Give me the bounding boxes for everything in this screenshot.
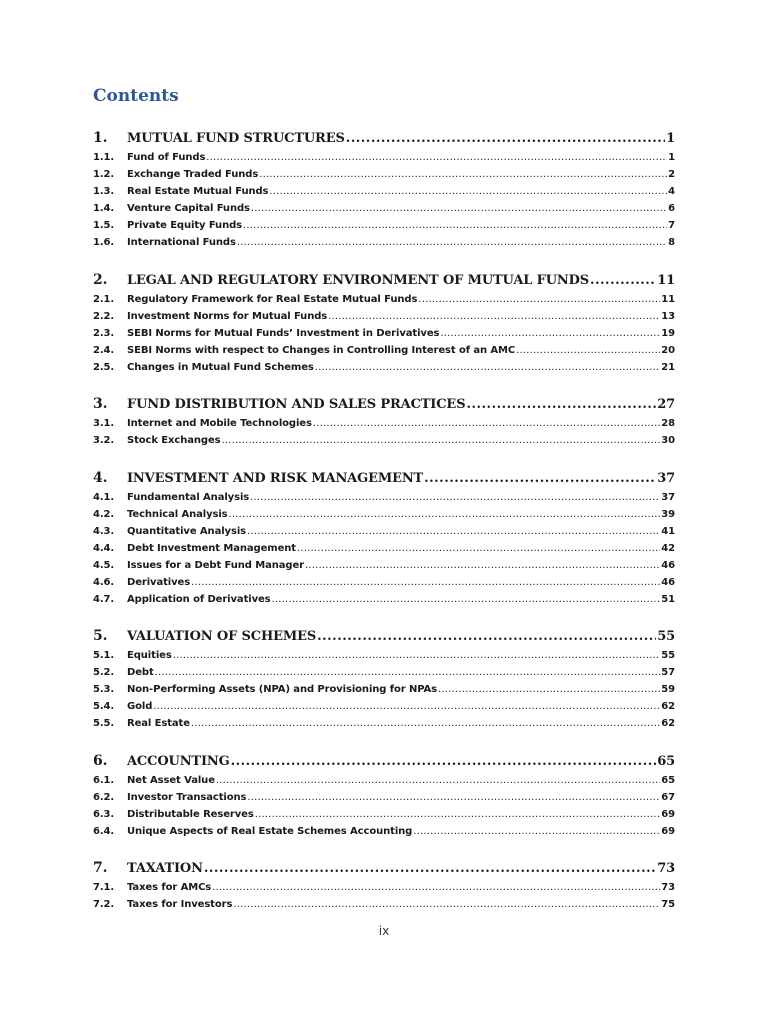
toc-subsection-entry[interactable] (93, 715, 675, 732)
toc-subsection-entry[interactable] (93, 664, 675, 681)
toc-chapter-entry-title: TAXATION (127, 861, 203, 876)
dot-leader (206, 149, 667, 166)
toc-subsection-entry[interactable] (93, 342, 675, 359)
dot-leader (440, 325, 660, 342)
toc-chapter-entry-number: 1. (93, 130, 108, 146)
dot-leader (212, 879, 660, 896)
toc-chapter-entry-title: VALUATION OF SCHEMES (127, 629, 317, 644)
toc-chapter-entry-page: 27 (657, 397, 675, 412)
toc-subsection-entry-number: 4.4. (93, 542, 115, 554)
toc-subsection-entry-page: 42 (661, 542, 675, 554)
dot-leader (250, 489, 660, 506)
dot-leader (516, 342, 660, 359)
toc-subsection-entry[interactable] (93, 698, 675, 715)
toc-subsection-entry-number: 7.1. (93, 882, 115, 893)
dot-leader (233, 896, 660, 913)
toc-subsection-entry-number: 1.4. (93, 203, 115, 214)
dot-leader (259, 166, 667, 183)
toc-subsection-entry-number: 1.3. (93, 186, 115, 197)
toc-subsection-entry[interactable] (93, 647, 675, 664)
dot-leader (204, 858, 656, 879)
dot-leader (231, 751, 657, 772)
toc-subsection-entry[interactable] (93, 166, 675, 183)
toc-section (93, 127, 675, 251)
toc-subsection-entry-title: Regulatory Framework for Real Estate Mutual Funds (127, 293, 418, 305)
toc-subsection-entry-title: Unique Aspects of Real Estate Schemes Accounting (127, 825, 413, 837)
toc-subsection-entry-page: 6 (668, 203, 675, 214)
toc-subsection-entry-number: 4.2. (93, 508, 115, 520)
dot-leader (153, 698, 660, 715)
dot-leader (222, 432, 661, 449)
toc-subsection-entry-title: Investor Transactions (127, 791, 247, 803)
dot-leader (269, 183, 667, 200)
toc-subsection-entry[interactable] (93, 217, 675, 234)
toc-subsection-entry-number: 5.1. (93, 650, 115, 661)
toc-subsection-entry-number: 5.5. (93, 718, 115, 729)
toc-chapter-entry[interactable] (93, 393, 675, 415)
toc-subsection-entry-number: 4.3. (93, 525, 115, 537)
toc-subsection-entry-title: Real Estate (127, 718, 190, 729)
toc-section (93, 269, 675, 376)
toc-subsection-entry-page: 7 (668, 220, 675, 231)
toc-subsection-entry[interactable] (93, 557, 675, 574)
toc-subsection-entry-title: Fund of Funds (127, 152, 206, 163)
dot-leader (313, 415, 660, 432)
toc-chapter-entry[interactable] (93, 750, 675, 772)
toc-subsection-entry-number: 6.3. (93, 808, 115, 820)
toc-chapter-entry-title: ACCOUNTING (127, 753, 230, 769)
toc-subsection-entry-title: Gold (127, 701, 153, 712)
toc-chapter-entry[interactable] (93, 857, 675, 879)
toc-chapter-entry[interactable] (93, 269, 675, 291)
toc-subsection-entry-page: 62 (661, 701, 675, 712)
toc-subsection-entry-number: 3.2. (93, 435, 115, 446)
toc-subsection-entry[interactable] (93, 772, 675, 789)
toc-subsection-entry[interactable] (93, 415, 675, 432)
toc-subsection-entry-page: 57 (661, 667, 675, 678)
toc-subsection-entry-title: Debt Investment Management (127, 542, 296, 554)
toc-chapter-entry-page: 55 (657, 629, 675, 644)
toc-subsection-entry-number: 4.6. (93, 576, 115, 588)
toc-subsection-entry-title: Technical Analysis (127, 508, 228, 520)
toc-subsection-entry-page: 65 (661, 774, 675, 786)
toc-subsection-entry-number: 1.6. (93, 237, 115, 248)
toc-subsection-entry-title: Fundamental Analysis (127, 491, 250, 503)
toc-subsection-entry-number: 5.4. (93, 701, 115, 712)
dot-leader (328, 308, 660, 325)
toc-chapter-entry[interactable] (93, 625, 675, 647)
dot-leader (590, 270, 656, 291)
dot-leader (297, 540, 660, 557)
toc-subsection-entry-page: 59 (661, 684, 675, 695)
toc-subsection-entry[interactable] (93, 574, 675, 591)
dot-leader (346, 128, 665, 149)
toc-subsection-entry[interactable] (93, 823, 675, 840)
toc-subsection-entry-title: SEBI Norms with respect to Changes in Controlling Interest of an AMC (127, 344, 516, 356)
toc-subsection-entry[interactable] (93, 308, 675, 325)
toc-subsection-entry[interactable] (93, 789, 675, 806)
toc-chapter-entry-title: FUND DISTRIBUTION AND SALES PRACTICES (127, 397, 466, 412)
toc-subsection-entry-title: Private Equity Funds (127, 220, 242, 231)
toc-subsection-entry-title: Application of Derivatives (127, 593, 271, 605)
toc-subsection-entry-page: 55 (661, 650, 675, 661)
toc-chapter-entry-page: 65 (657, 753, 675, 769)
toc-chapter-entry-page: 37 (657, 470, 675, 486)
dot-leader (173, 647, 661, 664)
dot-leader (191, 574, 660, 591)
toc-chapter-entry-number: 5. (93, 628, 108, 644)
toc-subsection-entry[interactable] (93, 681, 675, 698)
dot-leader (424, 468, 656, 489)
toc-subsection-entry-page: 69 (661, 825, 675, 837)
dot-leader (272, 591, 661, 608)
toc-subsection-entry-page: 62 (661, 718, 675, 729)
toc-subsection-entry[interactable] (93, 325, 675, 342)
toc-subsection-entry-title: Equities (127, 650, 172, 661)
toc-subsection-entry-number: 2.3. (93, 327, 115, 339)
toc-chapter-entry-number: 6. (93, 752, 108, 769)
toc-subsection-entry-page: 21 (661, 361, 675, 373)
toc-subsection-entry[interactable] (93, 200, 675, 217)
toc-subsection-entry-title: Taxes for Investors (127, 899, 233, 910)
toc-chapter-entry-title: MUTUAL FUND STRUCTURES (127, 131, 345, 146)
toc-subsection-entry-page: 39 (661, 508, 675, 520)
toc-subsection-entry-page: 20 (661, 344, 675, 356)
toc-subsection-entry-page: 19 (661, 327, 675, 339)
toc-subsection-entry-number: 4.1. (93, 491, 115, 503)
toc-subsection-entry-title: Venture Capital Funds (127, 203, 250, 214)
toc-subsection-entry[interactable] (93, 432, 675, 449)
dot-leader (243, 217, 667, 234)
toc-subsection-entry[interactable] (93, 489, 675, 506)
toc-subsection-entry-number: 2.1. (93, 293, 115, 305)
toc-subsection-entry-number: 2.5. (93, 361, 115, 373)
toc-subsection-entry-title: Issues for a Debt Fund Manager (127, 559, 304, 571)
dot-leader (247, 789, 660, 806)
contents-heading: Contents (93, 86, 179, 106)
dot-leader (466, 394, 656, 415)
toc-subsection-entry-title: Changes in Mutual Fund Schemes (127, 361, 314, 373)
dot-leader (247, 523, 660, 540)
toc-subsection-entry-page: 4 (668, 186, 675, 197)
toc-subsection-entry-page: 1 (668, 152, 675, 163)
toc-section (93, 857, 675, 913)
toc-subsection-entry-title: Distributable Reserves (127, 808, 254, 820)
toc-subsection-entry-page: 67 (661, 791, 675, 803)
toc-subsection-entry[interactable] (93, 523, 675, 540)
toc-subsection-entry-title: SEBI Norms for Mutual Funds’ Investment in Derivatives (127, 327, 440, 339)
toc-subsection-entry-number: 1.2. (93, 169, 115, 180)
toc-subsection-entry-number: 2.4. (93, 344, 115, 356)
toc-subsection-entry-title: Investment Norms for Mutual Funds (127, 310, 328, 322)
dot-leader (305, 557, 660, 574)
toc-subsection-entry-number: 2.2. (93, 310, 115, 322)
toc-subsection-entry-number: 3.1. (93, 418, 115, 429)
toc-section (93, 393, 675, 449)
toc-chapter-entry[interactable] (93, 467, 675, 489)
toc-subsection-entry-title: Derivatives (127, 576, 191, 588)
toc-subsection-entry-title: Real Estate Mutual Funds (127, 186, 269, 197)
toc-subsection-entry-number: 5.3. (93, 684, 115, 695)
toc-subsection-entry-page: 11 (661, 293, 675, 305)
toc-subsection-entry-title: Debt (127, 667, 154, 678)
dot-leader (216, 772, 660, 789)
toc-subsection-entry-page: 30 (661, 435, 675, 446)
toc-chapter-entry-page: 73 (657, 861, 675, 876)
toc-subsection-entry-number: 4.5. (93, 559, 115, 571)
dot-leader (418, 291, 660, 308)
toc-subsection-entry-page: 51 (661, 593, 675, 605)
toc-subsection-entry-title: Non-Performing Assets (NPA) and Provisioning for NPAs (127, 684, 438, 695)
dot-leader (155, 664, 661, 681)
toc-subsection-entry-title: Exchange Traded Funds (127, 169, 259, 180)
toc-subsection-entry-title: Net Asset Value (127, 774, 215, 786)
toc-subsection-entry-page: 2 (668, 169, 675, 180)
toc-section (93, 467, 675, 608)
toc-subsection-entry-page: 75 (661, 899, 675, 910)
toc-chapter-entry-title: LEGAL AND REGULATORY ENVIRONMENT OF MUTUAL FUNDS (127, 272, 589, 288)
toc-chapter-entry-number: 7. (93, 860, 108, 876)
toc-subsection-entry[interactable] (93, 879, 675, 896)
toc-subsection-entry-number: 1.1. (93, 152, 115, 163)
dot-leader (413, 823, 660, 840)
toc-subsection-entry-page: 28 (661, 418, 675, 429)
toc-subsection-entry-page: 46 (661, 576, 675, 588)
toc-subsection-entry-page: 46 (661, 559, 675, 571)
toc-subsection-entry[interactable] (93, 540, 675, 557)
toc-subsection-entry[interactable] (93, 183, 675, 200)
toc-subsection-entry-number: 4.7. (93, 593, 115, 605)
table-of-contents (93, 127, 675, 931)
toc-chapter-entry-page: 1 (666, 131, 675, 146)
toc-subsection-entry-number: 6.2. (93, 791, 115, 803)
toc-subsection-entry-page: 37 (661, 491, 675, 503)
page-number: ix (378, 924, 390, 938)
toc-subsection-entry-page: 73 (661, 882, 675, 893)
toc-subsection-entry[interactable] (93, 506, 675, 523)
dot-leader (237, 234, 667, 251)
toc-subsection-entry-title: Internet and Mobile Technologies (127, 418, 312, 429)
toc-subsection-entry[interactable] (93, 234, 675, 251)
toc-chapter-entry-number: 2. (93, 271, 108, 288)
toc-subsection-entry[interactable] (93, 896, 675, 913)
toc-subsection-entry-number: 5.2. (93, 667, 115, 678)
toc-subsection-entry[interactable] (93, 359, 675, 376)
toc-subsection-entry[interactable] (93, 806, 675, 823)
toc-subsection-entry[interactable] (93, 591, 675, 608)
toc-chapter-entry-page: 11 (657, 272, 675, 288)
toc-subsection-entry-title: Quantitative Analysis (127, 525, 246, 537)
toc-subsection-entry-page: 69 (661, 808, 675, 820)
toc-chapter-entry-number: 3. (93, 396, 108, 412)
dot-leader (229, 506, 661, 523)
dot-leader (438, 681, 660, 698)
dot-leader (191, 715, 660, 732)
toc-subsection-entry-number: 6.1. (93, 774, 115, 786)
toc-subsection-entry-title: Taxes for AMCs (127, 882, 212, 893)
toc-subsection-entry-page: 41 (661, 525, 675, 537)
toc-subsection-entry-title: International Funds (127, 237, 236, 248)
toc-chapter-entry-number: 4. (93, 469, 108, 486)
toc-section (93, 750, 675, 840)
toc-subsection-entry[interactable] (93, 291, 675, 308)
dot-leader (315, 359, 661, 376)
toc-subsection-entry[interactable] (93, 149, 675, 166)
toc-subsection-entry-number: 1.5. (93, 220, 115, 231)
toc-subsection-entry-title: Stock Exchanges (127, 435, 221, 446)
dot-leader (317, 626, 656, 647)
dot-leader (251, 200, 667, 217)
toc-section (93, 625, 675, 732)
toc-chapter-entry-title: INVESTMENT AND RISK MANAGEMENT (127, 470, 424, 486)
toc-chapter-entry[interactable] (93, 127, 675, 149)
toc-subsection-entry-page: 8 (668, 237, 675, 248)
toc-subsection-entry-page: 13 (661, 310, 675, 322)
dot-leader (255, 806, 661, 823)
toc-subsection-entry-number: 7.2. (93, 899, 115, 910)
toc-subsection-entry-number: 6.4. (93, 825, 115, 837)
